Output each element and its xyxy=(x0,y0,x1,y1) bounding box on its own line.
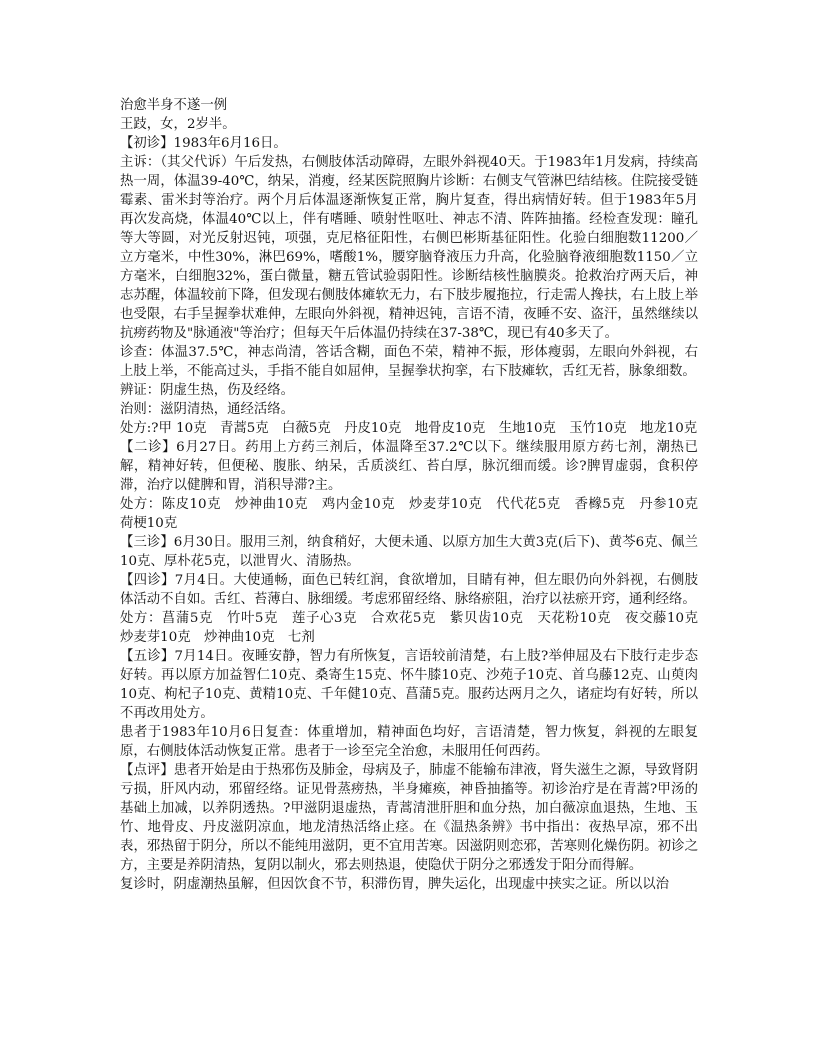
chief-complaint: 主诉：（其父代诉）午后发热，右侧肢体活动障碍，左眼外斜视40天。于1983年1月发病，持续高热一周，体温39-40℃，纳呆，消瘦，经某医院照胸片诊断：右侧支气管淋巴结结核。住院接受链霉素、雷米封等治疗。两个月后体温逐渐恢复正常，胸片复查，得出病情好转。但于1983年5月再次发高烧，体温40℃以上，伴有嗜睡、喷射性呕吐、神志不清、阵阵抽搐。经检查发现：瞳孔等大等圆，对光反射迟钝，项强，克尼格征阳性，右侧巴彬斯基征阳性。化验白细胞数11200／立方毫米，中性30%，淋巴69%，嗜酸1%，腰穿脑脊液压力升高，化验脑脊液细胞数1150／立方毫米，白细胞32%，蛋白微量，糖五管试验弱阳性。诊断结核性脑膜炎。抢救治疗两天后，神志苏醒，体温较前下降，但发现右侧肢体瘫软无力，右下肢步履拖拉，行走需人搀扶，右上肢上举也受限，右手呈握拳状难伸，左眼向外斜视，精神迟钝，言语不清，夜睡不安、盗汗，虽然继续以抗痨药物及"脉通液"等治疗；但每天午后体温仍持续在37-38℃，现已有40多天了。 xyxy=(120,155,698,341)
differentiation: 辨证：阴虚生热，伤及经络。 xyxy=(120,383,295,398)
prescription-2: 处方：陈皮10克 炒神曲10克 鸡内金10克 炒麦芽10克 代代花5克 香橼5克 丹参10克 荷梗10克 xyxy=(120,497,712,531)
third-visit: 【三诊】6月30日。服用三剂，纳食稍好，大便未通、以原方加生大黄3克(后下)、黄芩6克、佩兰10克、厚朴花5克，以泄胃火、清肠热。 xyxy=(120,535,698,569)
commentary: 【点评】患者开始是由于热邪伤及肺金，母病及子，肺虚不能输布津液，肾失滋生之源，导致肾阴亏损，肝风内动，邪留经络。证见骨蒸痨热，半身瘫痪，神昏抽搐等。初诊治疗是在青蒿?甲汤的基础上加减，以养阴透热。?甲滋阴退虚热，青蒿清泄肝胆和血分热，加白薇凉血退热，生地、玉竹、地骨皮、丹皮滋阴凉血，地龙清热活络止痉。在《温热条辨》书中指出：夜热早凉，邪不出表，邪热留于阴分，所以不能纯用滋阴，更不宜用苦寒。因滋阴则恋邪，苦寒则化燥伤阴。初诊之方，主要是养阴清热，复阴以制火，邪去则热退，使隐伏于阴分之邪透发于阳分而得解。 xyxy=(120,763,698,873)
fifth-visit: 【五诊】7月14日。夜睡安静，智力有所恢复，言语较前清楚，右上肢?举伸屈及右下肢行走步态好转。再以原方加益智仁10克、桑寄生15克、怀牛膝10克、沙苑子10克、首乌藤12克、山萸肉10克、枸杞子10克、黄精10克、千年健10克、菖蒲5克。服药达两月之久，诸症均有好转，所以不再改用处方。 xyxy=(120,649,698,721)
document-page xyxy=(120,96,712,894)
prescription-4: 处方：菖蒲5克 竹叶5克 莲子心3克 合欢花5克 紫贝齿10克 天花粉10克 夜交藤10克 炒麦芽10克 炒神曲10克 七剂 xyxy=(120,611,712,645)
patient-info: 王跂，女，2岁半。 xyxy=(120,117,236,132)
examination: 诊查：体温37.5℃，神志尚清，答话含糊，面色不荣，精神不振，形体瘦弱，左眼向外斜视，右上肢上举，不能高过头，手指不能自如屈伸，呈握拳状拘挛，右下肢瘫软，舌红无苔，脉象细数。 xyxy=(120,345,698,379)
commentary-continued: 复诊时，阴虚潮热虽解，但因饮食不节，积滞伤胃，脾失运化，出现虚中挟实之证。所以以治 xyxy=(120,877,670,892)
follow-up: 患者于1983年10月6日复查：体重增加，精神面色均好，言语清楚，智力恢复，斜视的左眼复原，右侧肢体活动恢复正常。患者于一诊至完全治愈，未服用任何西药。 xyxy=(120,725,698,759)
second-visit: 【二诊】6月27日。药用上方药三剂后，体温降至37.2℃以下。继续服用原方药七剂，潮热已解，精神好转，但便秘、腹胀、纳呆，舌质淡红、苔白厚，脉沉细而缓。诊?脾胃虚弱，食积停滞，治疗以健脾和胃，消积导滞?主。 xyxy=(120,440,698,493)
first-visit-date: 【初诊】1983年6月16日。 xyxy=(120,136,287,151)
fourth-visit: 【四诊】7月4日。大使通畅，面色已转红润，食欲增加，目睛有神，但左眼仍向外斜视，右侧肢体活动不自如。舌红、苔薄白、脉细缓。考虑邪留经络、脉络瘀阻，治疗以祛瘀开窍，通利经络。 xyxy=(120,573,698,607)
document-title: 治愈半身不遂一例 xyxy=(120,98,228,113)
prescription-1: 处方:?甲 10克 青蒿5克 白薇5克 丹皮10克 地骨皮10克 生地10克 玉竹10克 地龙10克 xyxy=(120,421,698,436)
treatment-principle: 治则：滋阴清热，通经活络。 xyxy=(120,402,295,417)
